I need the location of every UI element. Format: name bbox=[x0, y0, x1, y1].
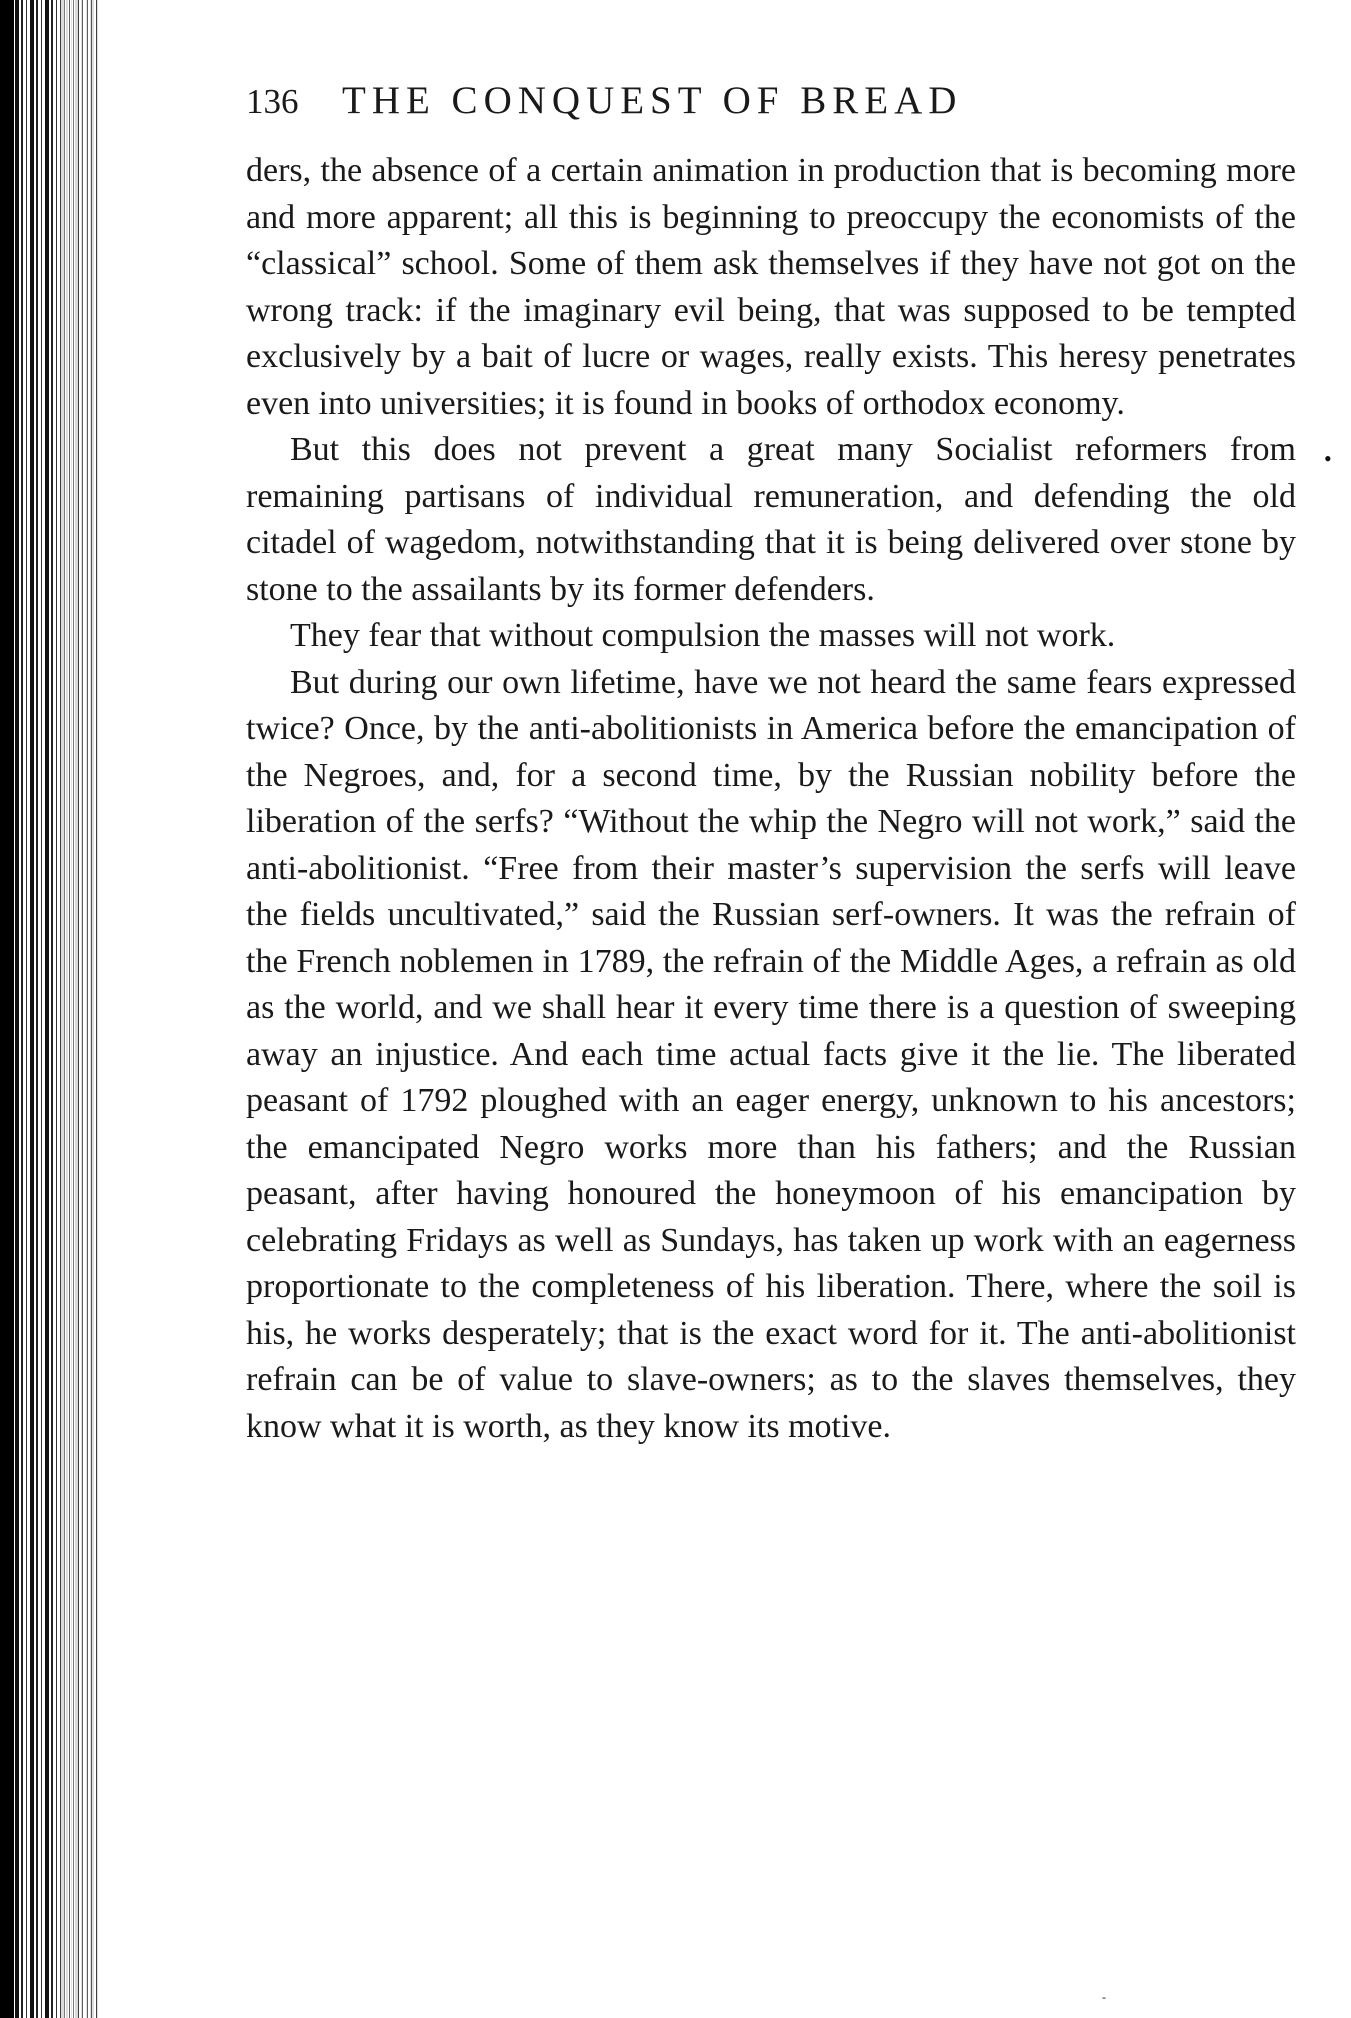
paragraph-continued: ders, the absence of a certain animation in production that is becoming more and more apparent; all this is beginning to preoccupy the economists of the “classical” school. Some of them ask themselves if they have not got on the wrong track: if the imaginary evil being, that was supposed to be tempted exclusively by a bait of lucre or wages, really exists. This heresy penetrates even into universities; it is found in books of orthodox economy. bbox=[246, 152, 1296, 422]
paragraph: But during our own lifetime, have we not heard the same fears expressed twice? Once, by the anti-abolitionists in America before the emancipation of the Negroes, and, for a second time, by the Russian nobility before the liberation of the serfs? “Without the whip the Negro will not work,” said the anti-abolitionist. “Free from their master’s supervision the serfs will leave the fields uncultivated,” said the Russian serf-owners. It was the refrain of the French noblemen in 1789, the refrain of the Middle Ages, a refrain as old as the world, and we shall hear it every time there is a question of sweeping away an injustice. And each time actual facts give it the lie. The liberated peasant of 1792 ploughed with an eager energy, unknown to his ancestors; the emancipated Negro works more than his fathers; and the Russian peasant, after having honoured the honeymoon of his emancipation by celebrating Fridays as well as Sundays, has taken up work with an eagerness proportionate to the completeness of his liberation. There, where the soil is his, he works desperately; that is the exact word for it. The anti-abolitionist refrain can be of value to slave-owners; as to the slaves themselves, they know what it is worth, as they know its motive. bbox=[246, 663, 1296, 1445]
paragraph: They fear that without compulsion the masses will not work. bbox=[290, 617, 1116, 654]
book-spine-gutter bbox=[0, 0, 100, 2018]
page-number: 136 bbox=[246, 82, 299, 121]
margin-mark: • bbox=[1324, 446, 1332, 471]
paragraph: But this does not prevent a great many Socialist reformers from remaining partisans of individual remuneration, and defending the old citadel of wagedom, notwithstanding that it is being delivered over stone by stone to the assailants by its former defenders. bbox=[246, 431, 1296, 608]
bottom-mark: - bbox=[1102, 1990, 1106, 2004]
book-title: THE CONQUEST OF BREAD bbox=[342, 79, 963, 122]
book-page bbox=[246, 78, 1296, 1450]
body-text bbox=[246, 148, 1296, 1450]
running-head bbox=[246, 78, 1296, 142]
